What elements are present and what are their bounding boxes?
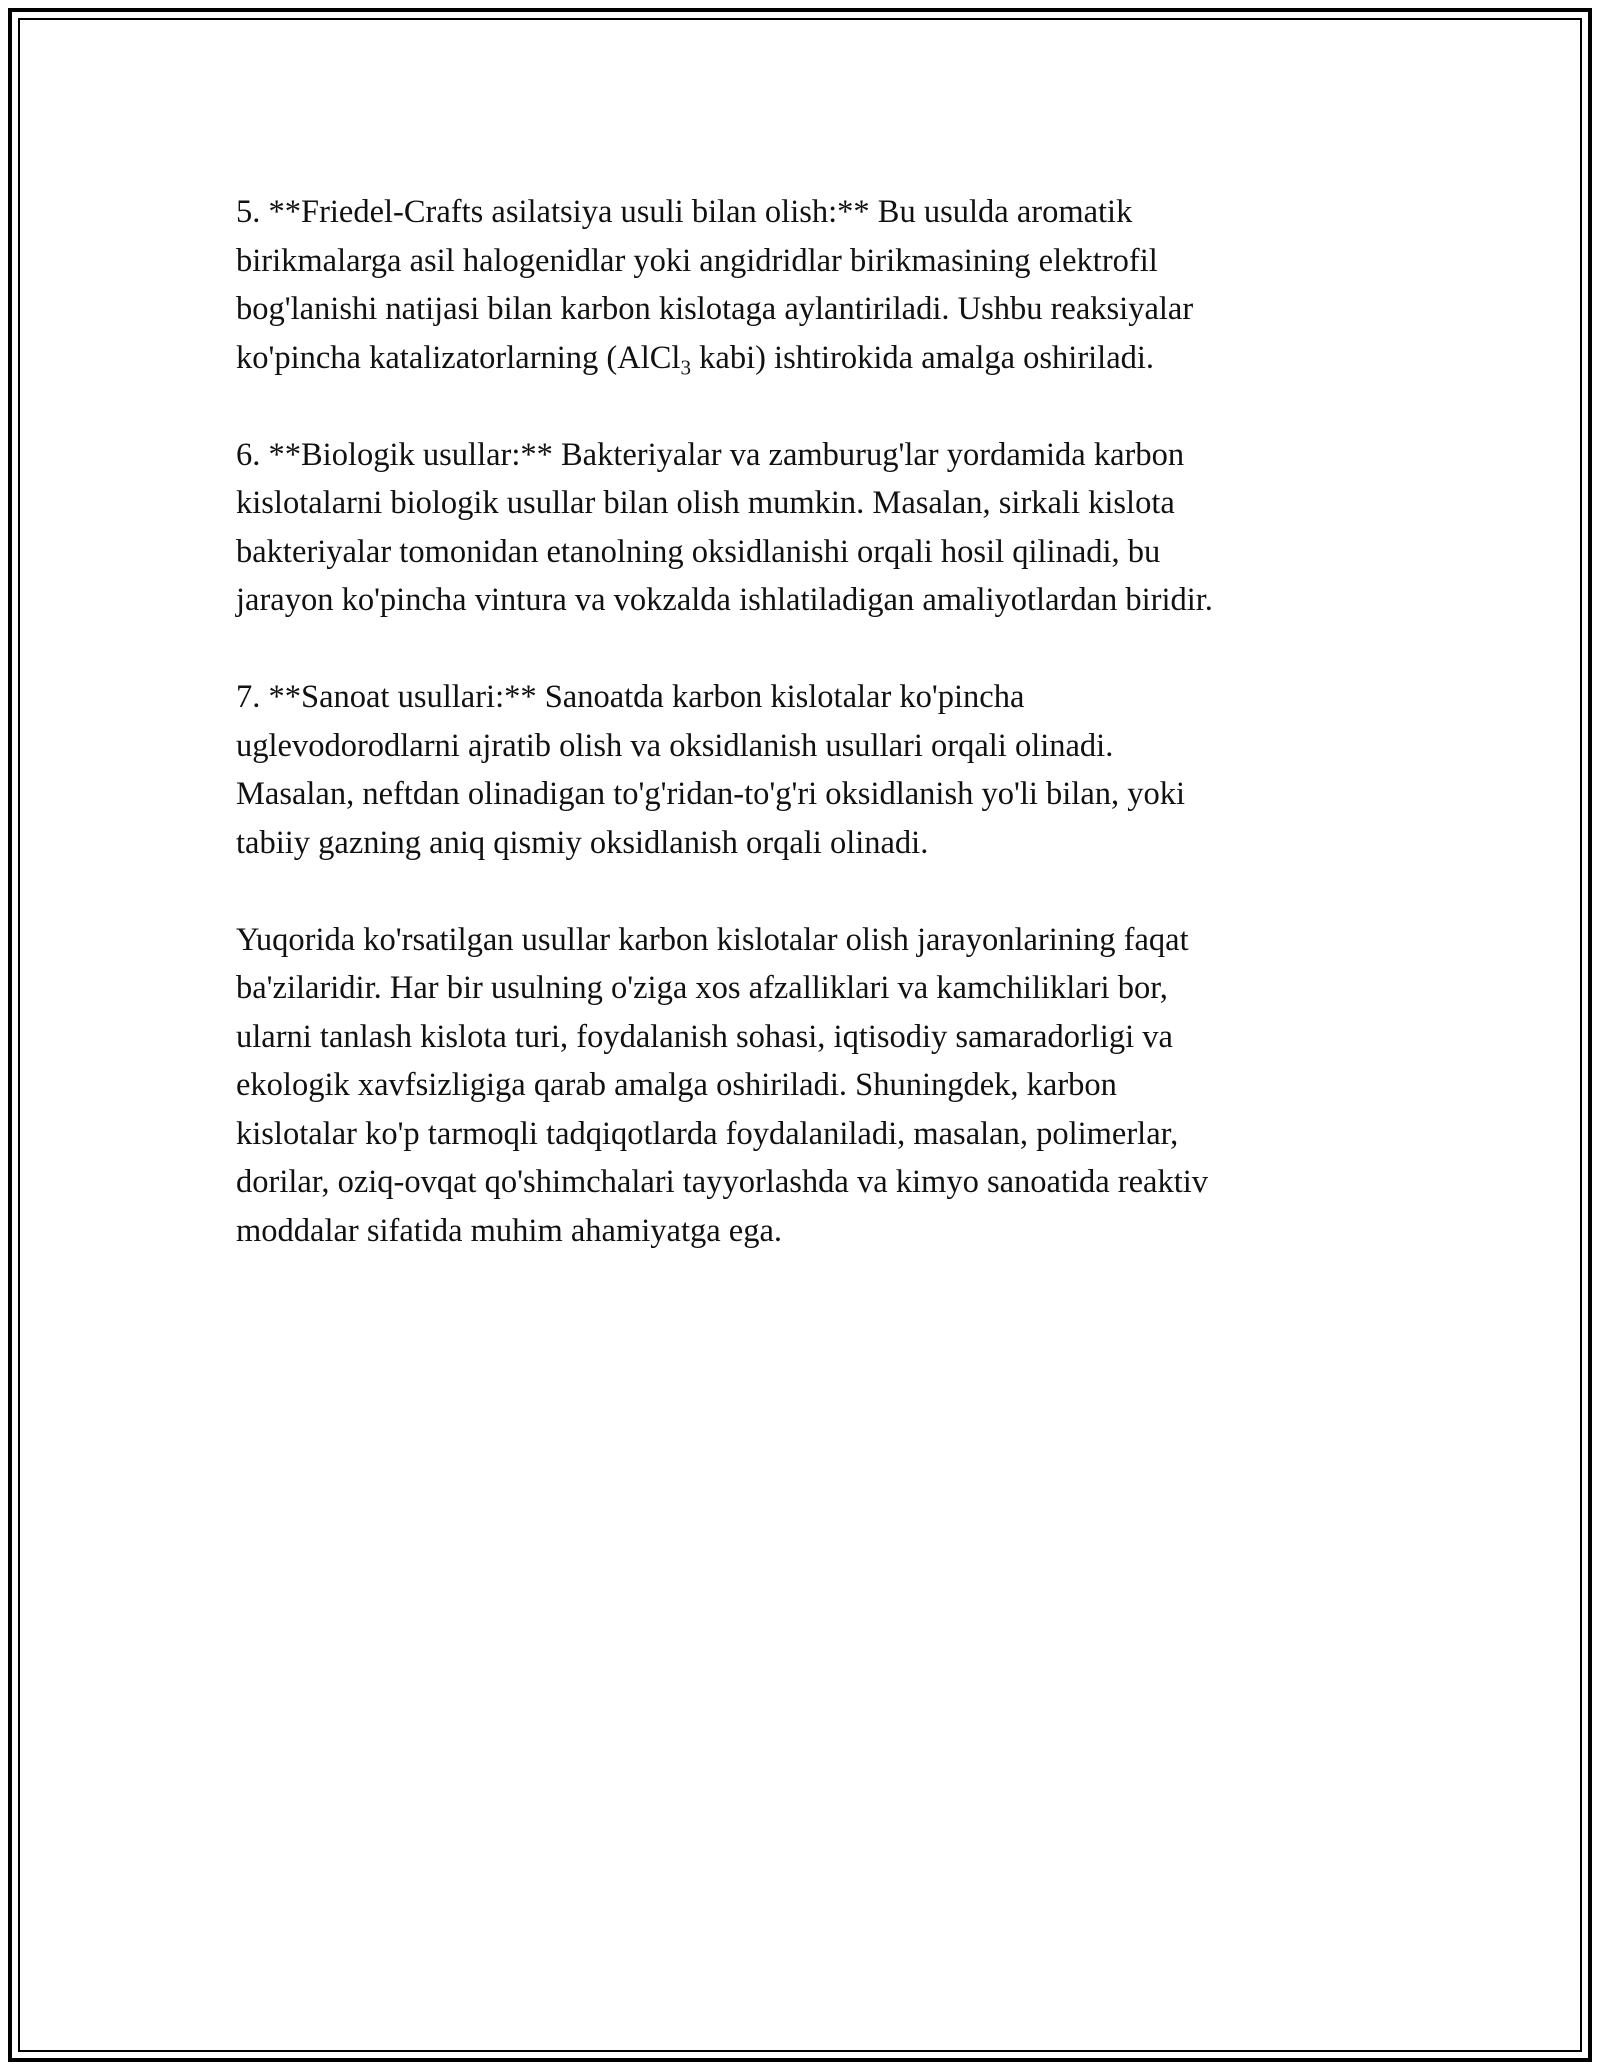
text-line: moddalar sifatida muhim ahamiyatga ega. — [236, 1212, 782, 1249]
text-line: kislotalarni biologik usullar bilan olish mumkin. Masalan, sirkali kislota — [236, 485, 1175, 521]
text-line: ekologik xavfsizligiga qarab amalga oshiriladi. Shuningdek, karbon — [236, 1067, 1117, 1103]
paragraph-friedel-crafts — [236, 188, 1366, 382]
text-line: dorilar, oziq-ovqat qo'shimchalari tayyorlashda va kimyo sanoatida reaktiv — [236, 1164, 1209, 1200]
text-line: jarayon ko'pincha vintura va vokzalda ishlatiladigan amaliyotlardan biridir. — [236, 582, 1213, 618]
paragraph-conclusion — [236, 916, 1366, 1256]
text-line: tabiiy gazning aniq qismiy oksidlanish orqali olinadi. — [236, 824, 929, 861]
text-line: ba'zilaridir. Har bir usulning o'ziga xos afzalliklari va kamchiliklari bor, — [236, 970, 1168, 1006]
text-line: 7. **Sanoat usullari:** Sanoatda karbon kislotalar ko'pincha — [236, 679, 1025, 715]
text-line-with-formula — [236, 334, 1366, 383]
text-line: uglevodorodlarni ajratib olish va oksidlanish usullari orqali olinadi. — [236, 727, 1114, 764]
text-line: Masalan, neftdan olinadigan to'g'ridan-to'g'ri oksidlanish yo'li bilan, yoki — [236, 776, 1186, 812]
text-line: kislotalar ko'p tarmoqli tadqiqotlarda foydalaniladi, masalan, polimerlar, — [236, 1115, 1179, 1152]
text-line: 6. **Biologik usullar:** Bakteriyalar va zamburug'lar yordamida karbon — [236, 436, 1185, 473]
document-body — [236, 188, 1366, 1304]
formula-subscript: 3 — [680, 354, 692, 379]
paragraph-industrial-methods — [236, 673, 1366, 867]
text-line: Yuqorida ko'rsatilgan usullar karbon kislotalar olish jarayonlarining faqat — [236, 921, 1189, 958]
text-line: ularni tanlash kislota turi, foydalanish sohasi, iqtisodiy samaradorligi va — [236, 1018, 1173, 1055]
text-fragment: kabi) ishtirokida amalga oshiriladi. — [691, 339, 1155, 376]
text-line: birikmalarga asil halogenidlar yoki angidridlar birikmasining elektrofil — [236, 242, 1158, 279]
paragraph-biological-methods — [236, 431, 1366, 625]
text-line: bog'lanishi natijasi bilan karbon kislotaga aylantiriladi. Ushbu reaksiyalar — [236, 291, 1194, 327]
text-line: bakteriyalar tomonidan etanolning oksidlanishi orqali hosil qilinadi, bu — [236, 533, 1161, 570]
text-line: 5. **Friedel-Crafts asilatsiya usuli bilan olish:** Bu usulda aromatik — [236, 194, 1133, 230]
text-fragment: ko'pincha katalizatorlarning (AlCl — [236, 339, 681, 376]
